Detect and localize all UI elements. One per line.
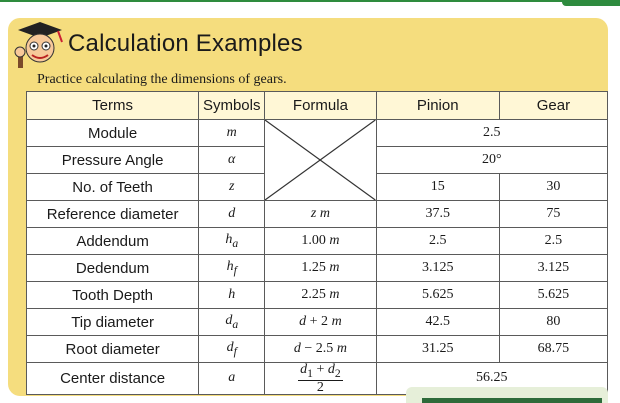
formula-not-applicable-cell — [265, 120, 376, 201]
formula-variable: m — [329, 260, 340, 275]
formula-operator: − 2.5 — [300, 341, 337, 356]
formula-cell — [265, 336, 376, 363]
symbol-subscript: a — [232, 236, 239, 250]
pinion-value-cell: 15 — [376, 174, 499, 201]
table-row — [27, 120, 608, 147]
gear-value-cell: 2.5 — [499, 228, 607, 255]
formula-cell — [265, 309, 376, 336]
table-row — [27, 228, 608, 255]
pinion-value-cell: 3.125 — [376, 255, 499, 282]
examples-panel — [8, 18, 608, 396]
symbol-cell — [199, 336, 265, 363]
table-row — [27, 309, 608, 336]
table-header-row — [27, 92, 608, 120]
col-header-pinion: Pinion — [376, 92, 499, 120]
term-cell: Root diameter — [27, 336, 199, 363]
page-subtitle: Practice calculating the dimensions of gears. — [37, 72, 287, 87]
gear-value-cell: 75 — [499, 201, 607, 228]
symbol-base: d — [226, 340, 234, 356]
table-row — [27, 255, 608, 282]
symbol-base: d — [225, 313, 233, 329]
formula-variable: m — [336, 341, 347, 356]
gear-value-cell: 30 — [499, 174, 607, 201]
shared-value-cell: 56.25 — [376, 363, 607, 395]
term-cell: Dedendum — [27, 255, 199, 282]
symbol-cell: m — [199, 120, 265, 147]
formula-cell — [265, 282, 376, 309]
symbol-cell — [199, 255, 265, 282]
term-cell: Center distance — [27, 363, 199, 395]
formula-cell — [265, 228, 376, 255]
symbol-cell: h — [199, 282, 265, 309]
term-cell: No. of Teeth — [27, 174, 199, 201]
pinion-value-cell: 42.5 — [376, 309, 499, 336]
page-title: Calculation Examples — [68, 30, 303, 57]
pinion-value-cell: 31.25 — [376, 336, 499, 363]
gear-value-cell: 5.625 — [499, 282, 607, 309]
formula-cell — [265, 363, 376, 395]
formula-coefficient: 1.00 — [301, 233, 326, 248]
term-cell: Module — [27, 120, 199, 147]
gear-value-cell: 68.75 — [499, 336, 607, 363]
formula-variable: m — [329, 233, 340, 248]
next-section-box — [406, 387, 608, 403]
shared-value-cell: 20° — [376, 147, 607, 174]
symbol-base: h — [226, 259, 234, 275]
term-cell: Tooth Depth — [27, 282, 199, 309]
gear-value-cell: 80 — [499, 309, 607, 336]
top-accent-line — [0, 0, 620, 2]
term-cell: Addendum — [27, 228, 199, 255]
symbol-subscript: a — [232, 317, 239, 331]
formula-variable: m — [331, 314, 342, 329]
col-header-terms: Terms — [27, 92, 199, 120]
shared-value-cell: 2.5 — [376, 120, 607, 147]
col-header-symbols: Symbols — [199, 92, 265, 120]
formula-coefficient: 1.25 — [301, 260, 326, 275]
symbol-cell — [199, 309, 265, 336]
table-row — [27, 336, 608, 363]
term-cell: Tip diameter — [27, 309, 199, 336]
fraction-numerator: $d_1 + d_2$ — [300, 362, 341, 380]
formula-coefficient: 2.25 — [301, 287, 326, 302]
formula-fraction — [298, 363, 343, 394]
gear-calculation-table — [26, 91, 608, 395]
table-row — [27, 282, 608, 309]
formula-variable: m — [329, 287, 340, 302]
cross-lines-icon — [265, 120, 375, 200]
table-row — [27, 201, 608, 228]
symbol-subscript: f — [233, 263, 237, 277]
symbol-cell: a — [199, 363, 265, 395]
next-section-bar — [422, 398, 602, 403]
symbol-cell — [199, 228, 265, 255]
symbol-cell: α — [199, 147, 265, 174]
term-cell: Pressure Angle — [27, 147, 199, 174]
formula-variable: d — [293, 341, 301, 356]
col-header-formula: Formula — [265, 92, 376, 120]
professor-mascot-icon — [10, 20, 68, 70]
top-corner-badge — [562, 0, 620, 6]
term-cell: Reference diameter — [27, 201, 199, 228]
symbol-base: h — [225, 232, 233, 248]
formula-cell — [265, 201, 376, 228]
formula-cell — [265, 255, 376, 282]
formula-variable: z m — [310, 206, 330, 221]
formula-operator: + 2 — [306, 314, 332, 329]
pinion-value-cell: 37.5 — [376, 201, 499, 228]
symbol-cell: d — [199, 201, 265, 228]
col-header-gear: Gear — [499, 92, 607, 120]
pinion-value-cell: 5.625 — [376, 282, 499, 309]
fraction-denominator: 2 — [316, 379, 324, 395]
gear-value-cell: 3.125 — [499, 255, 607, 282]
formula-variable: d — [299, 314, 307, 329]
symbol-subscript: f — [233, 344, 237, 358]
pinion-value-cell: 2.5 — [376, 228, 499, 255]
symbol-cell: z — [199, 174, 265, 201]
